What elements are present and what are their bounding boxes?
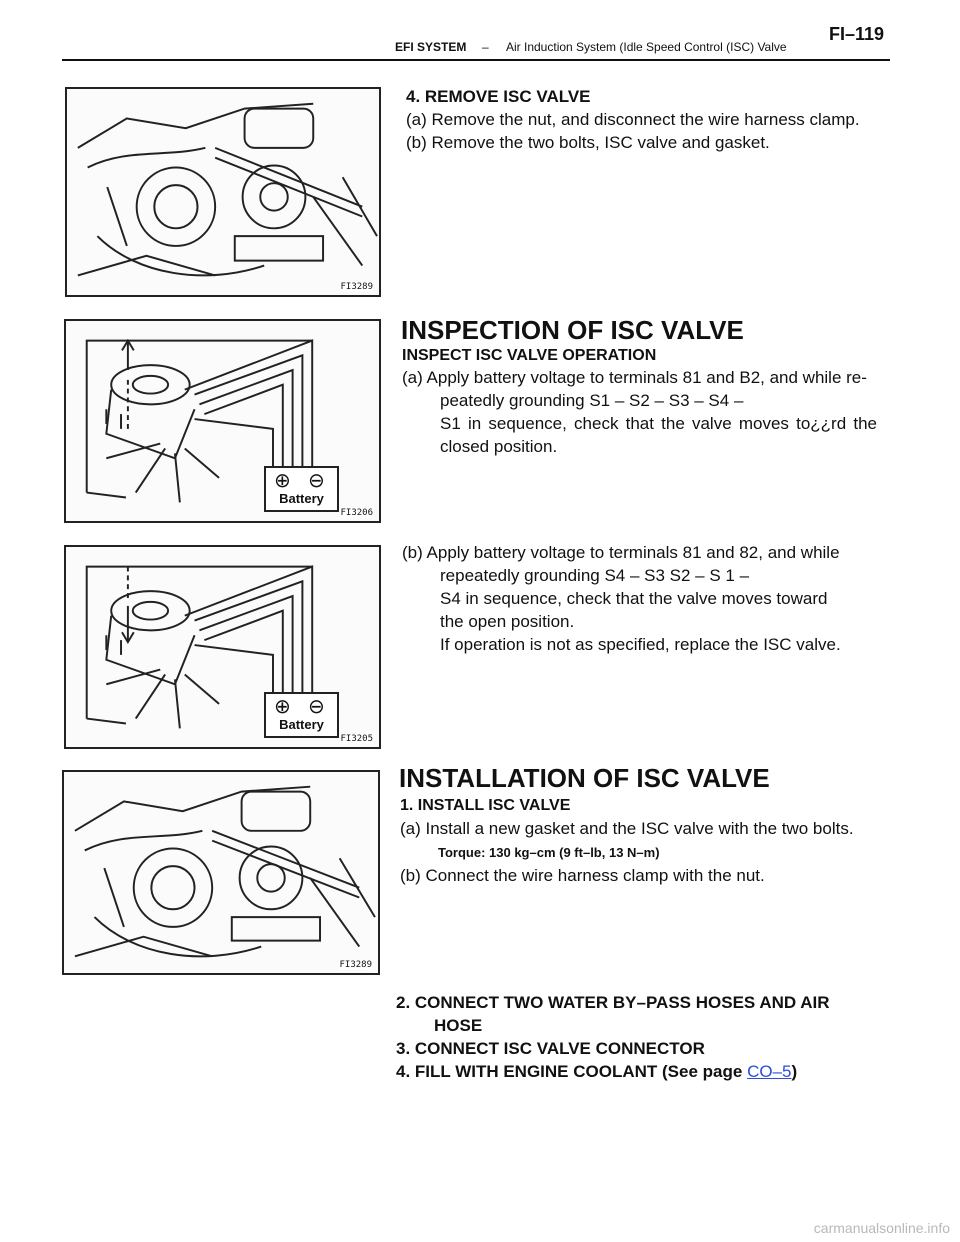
battery-plus-icon: ⊕ [274, 696, 291, 718]
figure-inspection-open [64, 545, 381, 749]
remove-step-b: (b) Remove the two bolts, ISC valve and gasket. [406, 133, 770, 152]
inspection-step-b-line2: repeatedly grounding S4 – S3 S2 – S 1 – [440, 566, 750, 585]
header-dash: – [482, 40, 489, 54]
inspection-step-b-line3: S4 in sequence, check that the valve moves toward [440, 589, 828, 608]
figure-code: FI3289 [339, 960, 372, 970]
inspection-step-b-line4: the open position. [440, 612, 575, 631]
inspection-step-a-line4: closed position. [440, 437, 558, 456]
figure-code: FI3205 [340, 734, 373, 744]
header-section: EFI SYSTEM [395, 40, 467, 54]
battery-box [264, 692, 339, 738]
inspection-subheading: INSPECT ISC VALVE OPERATION [402, 347, 657, 364]
page-number: FI–119 [829, 24, 885, 44]
installation-step2-line2: HOSE [434, 1016, 483, 1035]
installation-step1-b: (b) Connect the wire harness clamp with the nut. [400, 866, 765, 885]
inspection-step-b-line5: If operation is not as specified, replace the ISC valve. [440, 635, 841, 654]
installation-step1-a: (a) Install a new gasket and the ISC valve with the two bolts. [400, 819, 854, 838]
figure-code: FI3289 [340, 282, 373, 292]
installation-step4 [396, 1061, 797, 1083]
battery-minus-icon: ⊖ [308, 470, 325, 492]
installation-step2-line1: 2. CONNECT TWO WATER BY–PASS HOSES AND AIR [396, 993, 830, 1012]
header-subtitle: Air Induction System (Idle Speed Control (ISC) Valve [506, 40, 787, 54]
installation-step3: 3. CONNECT ISC VALVE CONNECTOR [396, 1039, 705, 1058]
installation-title: INSTALLATION OF ISC VALVE [399, 763, 770, 793]
battery-plus-icon: ⊕ [274, 470, 291, 492]
remove-heading: 4. REMOVE ISC VALVE [406, 87, 591, 106]
inspection-step-a-line3: S1 in sequence, check that the valve moves to¿¿rd the [440, 414, 877, 433]
figure-remove-isc-valve [65, 87, 381, 297]
page-link-co5[interactable]: CO–5 [747, 1062, 792, 1081]
inspection-title: INSPECTION OF ISC VALVE [401, 315, 744, 345]
installation-torque: Torque: 130 kg–cm (9 ft–lb, 13 N–m) [438, 845, 660, 860]
inspection-step-b-line1: (b) Apply battery voltage to terminals 81 and 82, and while [402, 543, 840, 562]
remove-step-a: (a) Remove the nut, and disconnect the wire harness clamp. [406, 110, 860, 129]
inspection-step-a-line1: (a) Apply battery voltage to terminals 81 and B2, and while re- [402, 368, 867, 387]
battery-box [264, 466, 339, 512]
engine-illustration [64, 772, 378, 973]
inspection-step-a-line2: peatedly grounding S1 – S2 – S3 – S4 – [440, 391, 744, 410]
engine-illustration [67, 89, 379, 295]
watermark: carmanualsonline.info [813, 1220, 950, 1236]
battery-minus-icon: ⊖ [308, 696, 325, 718]
battery-label: Battery [279, 717, 324, 732]
battery-label: Battery [279, 491, 324, 506]
header-rule [62, 59, 890, 61]
step4-close: ) [791, 1062, 798, 1081]
installation-step1: 1. INSTALL ISC VALVE [400, 797, 571, 814]
step4-text: 4. FILL WITH ENGINE COOLANT (See page [396, 1062, 748, 1081]
figure-inspection-closed [64, 319, 381, 523]
figure-code: FI3206 [340, 508, 373, 518]
figure-install-isc-valve [62, 770, 380, 975]
